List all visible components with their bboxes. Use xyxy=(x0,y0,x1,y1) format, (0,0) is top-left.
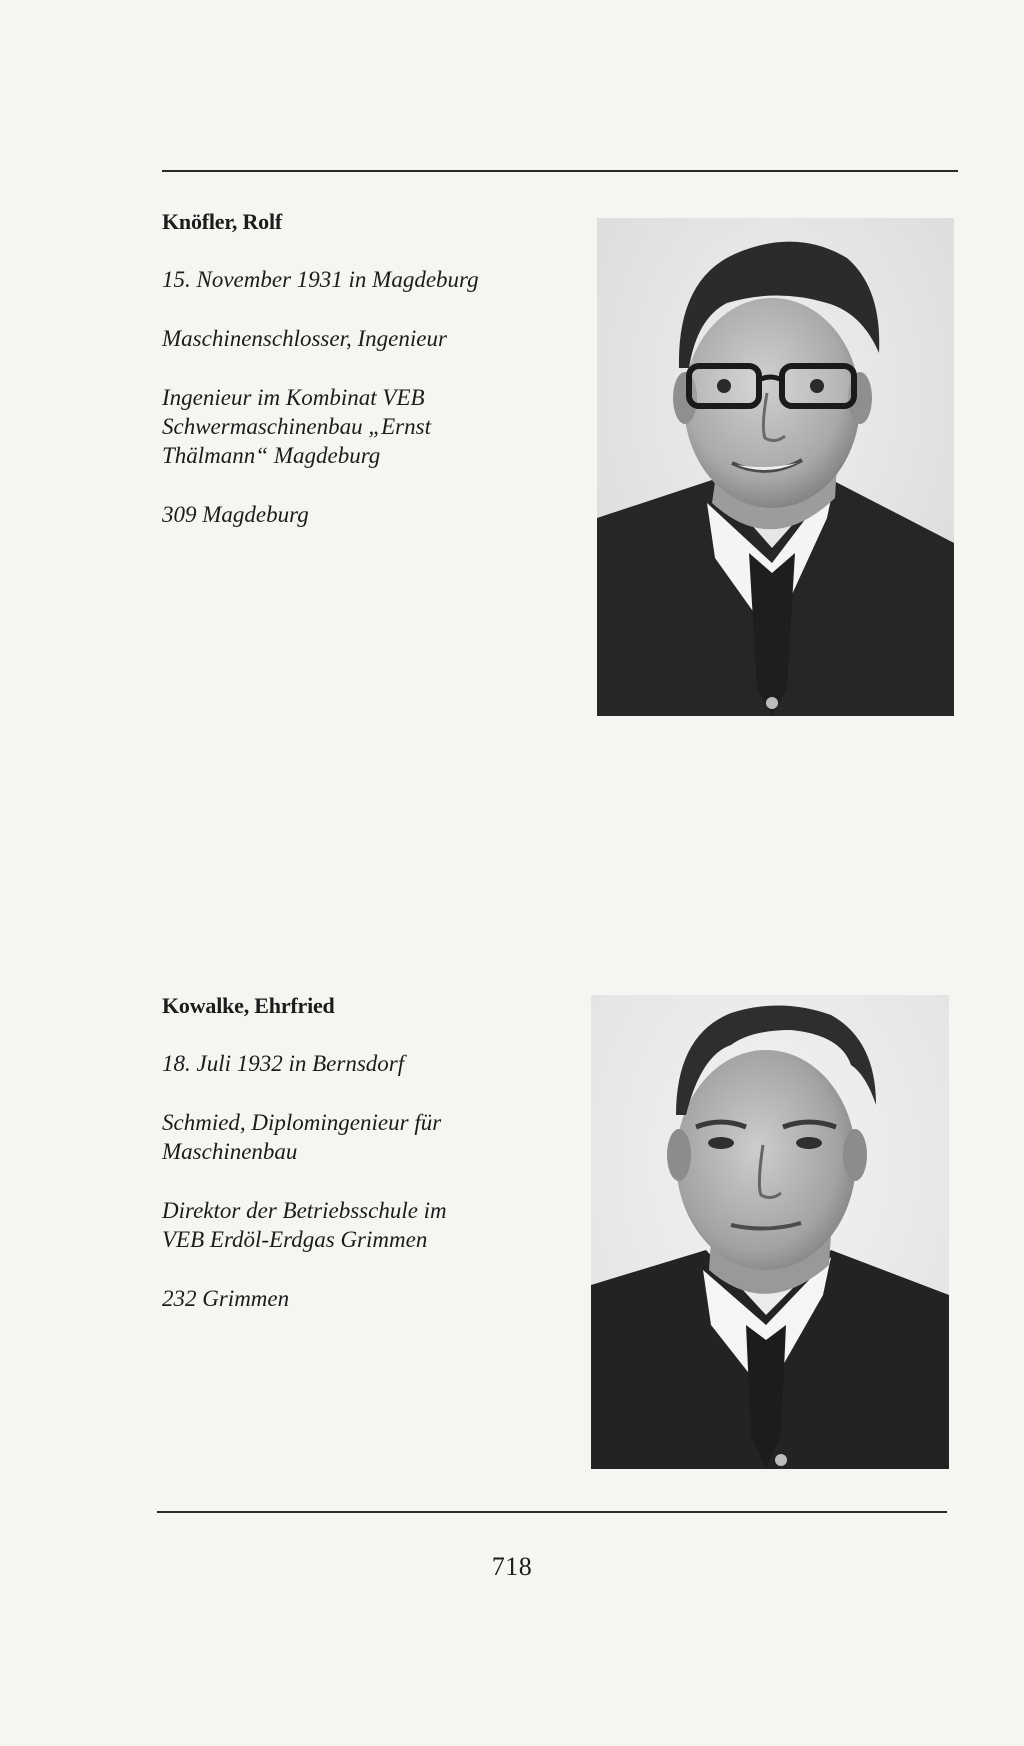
biography-entry xyxy=(162,209,572,559)
portrait-illustration xyxy=(591,995,949,1469)
person-name: Knöfler, Rolf xyxy=(162,209,283,234)
birth-info: 15. November 1931 in Magdeburg xyxy=(162,267,479,292)
profession-line: Maschinenbau xyxy=(162,1139,298,1164)
birth-info: 18. Juli 1932 in Bernsdorf xyxy=(162,1051,405,1076)
profession: Maschinenschlosser, Ingenieur xyxy=(162,326,447,351)
position xyxy=(162,1196,572,1254)
person-name: Kowalke, Ehrfried xyxy=(162,993,335,1018)
bottom-rule xyxy=(157,1511,947,1513)
position-line: Thälmann“ Magdeburg xyxy=(162,443,381,468)
address: 232 Grimmen xyxy=(162,1286,290,1311)
profession-line: Schmied, Diplomingenieur für xyxy=(162,1110,442,1135)
portrait-photo xyxy=(591,995,949,1469)
position-line: Ingenieur im Kombinat VEB xyxy=(162,385,425,410)
profession xyxy=(162,1108,572,1166)
position-line: Direktor der Betriebsschule im xyxy=(162,1198,447,1223)
portrait-illustration xyxy=(597,218,954,716)
biography-entry xyxy=(162,993,572,1343)
position-line: Schwermaschinenbau „Ernst xyxy=(162,414,431,439)
position xyxy=(162,383,572,470)
position-line: VEB Erdöl-Erdgas Grimmen xyxy=(162,1227,428,1252)
page-number: 718 xyxy=(491,1552,533,1581)
address: 309 Magdeburg xyxy=(162,502,309,527)
portrait-photo xyxy=(597,218,954,716)
top-rule xyxy=(162,170,958,172)
